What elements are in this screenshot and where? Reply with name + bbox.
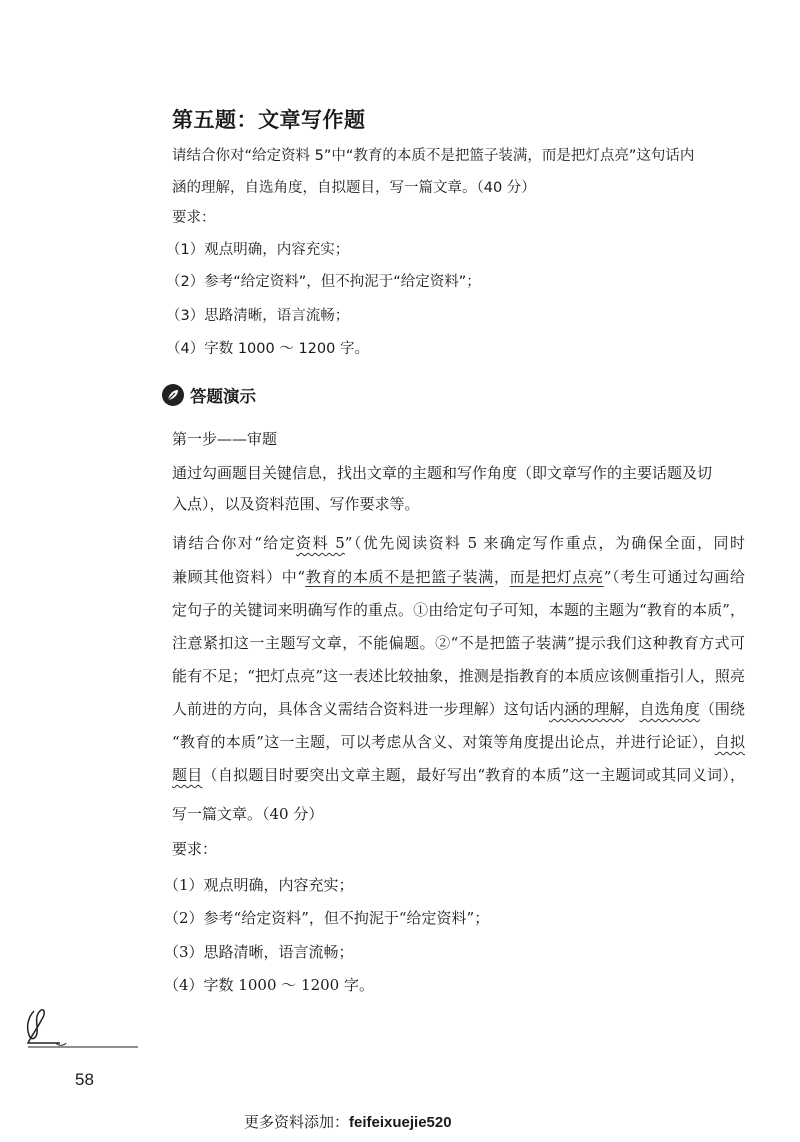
para2-line-2: 兼顾其他资料）中“教育的本质不是把篮子装满，而是把灯点亮”（考生可通过勾画给 xyxy=(172,568,745,586)
keyword-lamp: 而是把灯点亮 xyxy=(509,568,604,586)
requirement2-item-1: （1）观点明确，内容充实； xyxy=(164,876,354,894)
para1-line-2: 入点），以及资料范围、写作要求等。 xyxy=(172,495,420,513)
para1-line-1: 通过勾画题目关键信息，找出文章的主题和写作角度（即文章写作的主要话题及切 xyxy=(172,464,713,482)
requirement2-item-2: （2）参考“给定资料”，但不拘泥于“给定资料”； xyxy=(164,909,490,927)
page-number: 58 xyxy=(75,1070,94,1089)
para2-line-3: 定句子的关键词来明确写作的重点。①由给定句子可知，本题的主题为“教育的本质”， xyxy=(172,601,745,619)
requirement2-item-4: （4）字数 1000 ～ 1200 字。 xyxy=(164,976,374,994)
question-line-2: 涵的理解，自选角度，自拟题目，写一篇文章。（40 分） xyxy=(172,180,536,196)
keyword-connotation: 内涵的理解 xyxy=(548,700,625,718)
keyword-material-5: 资料 5 xyxy=(296,534,345,552)
requirement-item-2: （2）参考“给定资料”，但不拘泥于“给定资料”； xyxy=(166,274,481,290)
keyword-basket: 教育的本质不是把篮子装满 xyxy=(305,568,494,586)
footer-note: 更多资料添加：feifeixuejie520 xyxy=(244,1113,452,1131)
para2-line-6: 人前进的方向，具体含义需结合资料进一步理解）这句话内涵的理解，自选角度（围绕 xyxy=(172,700,745,718)
keyword-self-title-a: 自拟 xyxy=(714,733,745,751)
requirement-item-3: （3）思路清晰，语言流畅； xyxy=(166,308,350,324)
question-line-1: 请结合你对“给定资料 5”中“教育的本质不是把篮子装满，而是把灯点亮”这句话内 xyxy=(172,148,695,164)
requirements2-label: 要求： xyxy=(172,840,218,858)
para2-line-8: 题目（自拟题目时要突出文章主题，最好写出“教育的本质”这一主题词或其同义词）， xyxy=(172,766,745,784)
footer-contact: feifeixuejie520 xyxy=(349,1114,452,1131)
para2-line-7: “教育的本质”这一主题，可以考虑从含义、对策等角度提出论点，并进行论证），自拟 xyxy=(172,733,745,751)
section-heading: 第五题：文章写作题 xyxy=(172,108,366,132)
requirement-item-4: （4）字数 1000 ～ 1200 字。 xyxy=(166,341,369,357)
answer-demo-title: 答题演示 xyxy=(190,387,256,406)
requirement2-item-3: （3）思路清晰，语言流畅； xyxy=(164,943,354,961)
para2-line-1: 请结合你对“给定资料 5”（优先阅读资料 5 来确定写作重点，为确保全面，同时 xyxy=(172,534,745,552)
handwriting-mark xyxy=(20,1005,145,1055)
para2-line-9: 写一篇文章。（40 分） xyxy=(172,805,324,823)
requirements-label: 要求： xyxy=(172,210,216,226)
leaf-icon xyxy=(162,384,184,406)
keyword-self-title-b: 题目 xyxy=(172,766,203,784)
step-title: 第一步——审题 xyxy=(172,430,278,448)
answer-demo-heading xyxy=(162,383,256,407)
para2-line-5: 能有不足；“把灯点亮”这一表述比较抽象，推测是指教育的本质应该侧重指引人，照亮 xyxy=(172,667,745,685)
keyword-choose-angle: 自选角度 xyxy=(639,700,700,718)
requirement-item-1: （1）观点明确，内容充实； xyxy=(166,242,350,258)
para2-line-4: 注意紧扣这一主题写文章，不能偏题。②“不是把篮子装满”提示我们这种教育方式可 xyxy=(172,634,745,652)
